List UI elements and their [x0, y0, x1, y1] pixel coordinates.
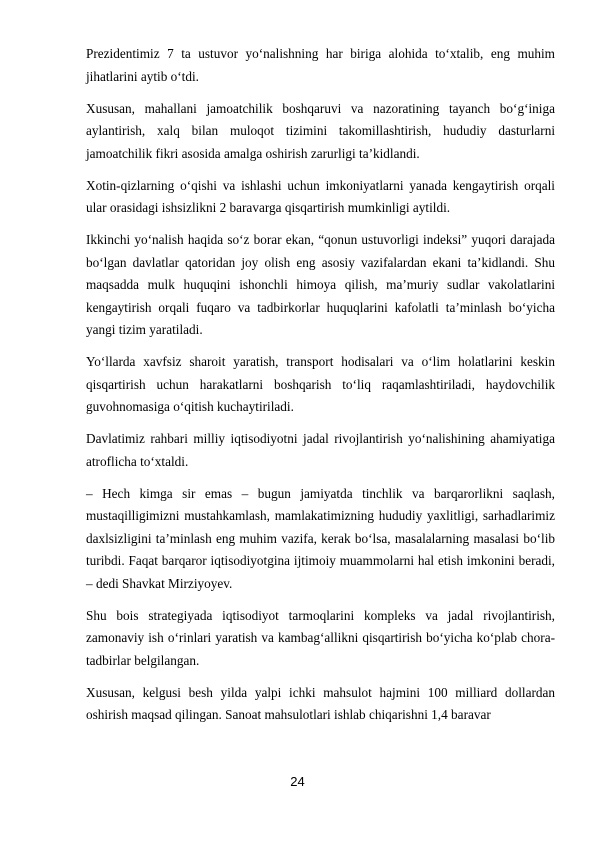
paragraph-gdp-goal: Xususan, kelgusi besh yilda yalpi ichki mahsulot hajmini 100 milliard dollardan oshirish maqsad qilingan. Sanoat mahsulotlari ishlab chiqarishni 1,4 baravar [86, 684, 555, 722]
paragraph-mahalla: Xususan, mahallani jamoatchilik boshqaruvi va nazoratining tayanch bo‘g‘iniga aylantirish, xalq bilan muloqot tizimini takomillashtirish, hududiy dasturlarni jamoatchilik fikri asosida amalga oshirish zarurligi ta’kidlandi. [86, 100, 555, 161]
paragraph-women-employment: Xotin-qizlarning o‘qishi va ishlashi uchun imkoniyatlarni yanada kengaytirish orqali ular orasidagi ishsizlikni 2 baravarga qisqartirish mumkinligi aytildi. [86, 177, 555, 215]
page-number: 24 [290, 774, 305, 789]
paragraph-economy-intro: Davlatimiz rahbari milliy iqtisodiyotni jadal rivojlantirish yo‘nalishining ahamiyatiga atroflicha to‘xtaldi. [86, 431, 555, 469]
paragraph-road-safety: Yo‘llarda xavfsiz sharoit yaratish, transport hodisalari va o‘lim holatlarini keskin qisqartirish uchun harakatlarni boshqarish to‘liq raqamlashtiriladi, haydovchilik guvohnomasiga o‘qitish kuchaytiriladi. [86, 354, 555, 414]
document-page [86, 43, 555, 736]
paragraph-priorities: Prezidentimiz 7 ta ustuvor yo‘nalishning har biriga alohida to‘xtalib, eng muhim jihatlarini aytib o‘tdi. [86, 46, 555, 84]
paragraph-rule-of-law: Ikkinchi yo‘nalish haqida so‘z borar ekan, “qonun ustuvorligi indeksi” yuqori darajada bo‘lgan davlatlar qatoridan joy olish eng asosiy vazifalardan ekani ta’kidlandi. Shu maqsadda mulk huquqini ishonchli himoya qilish, ma’muriy sudlar vakolatlarini kengaytirish orqali fuqaro va tadbirkorlar huquqlarini kafolatli ta’minlash bo‘yicha yangi tizim yaratiladi. [86, 232, 555, 337]
paragraph-strategy: Shu bois strategiyada iqtisodiyot tarmoqlarini kompleks va jadal rivojlantirish, zamonaviy ish o‘rinlari yaratish va kambag‘allikni qisqartirish bo‘yicha ko‘plab chora-tadbirlar belgilangan. [86, 607, 555, 668]
paragraph-quote: – Hech kimga sir emas – bugun jamiyatda tinchlik va barqarorlikni saqlash, mustaqilligimizni mustahkamlash, mamlakatimizning hududiy yaxlitligi, sarhadlarimiz daxlsizligini ta’minlash eng muhim vazifa, kerak bo‘lsa, masalalarning masalasi bo‘lib turibdi. Faqat barqaror iqtisodiyotgina ijtimoiy muammolarni hal etish imkonini beradi, – dedi Shavkat Mirziyoyev. [86, 485, 555, 591]
